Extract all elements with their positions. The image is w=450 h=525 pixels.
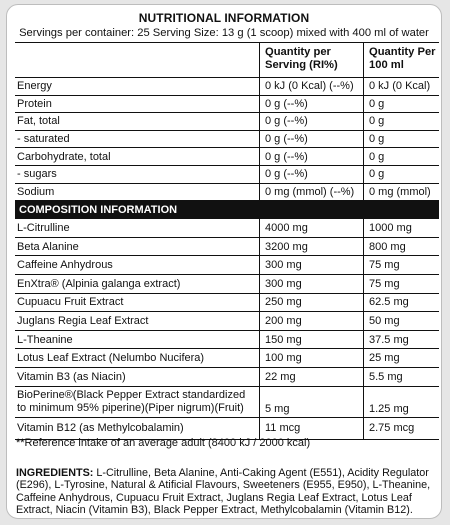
- table-row: [15, 275, 439, 294]
- composition-header: COMPOSITION INFORMATION: [15, 201, 439, 219]
- ingredient-per100: 75 mg: [369, 259, 400, 272]
- ingredient-per100: 50 mg: [369, 314, 400, 327]
- ingredient-name: Beta Alanine: [17, 240, 79, 253]
- ingredient-name: Vitamin B3 (as Niacin): [17, 370, 126, 383]
- ingredient-per100: 5.5 mg: [369, 370, 403, 383]
- nutrient-per100: 0 mg (mmol): [369, 185, 431, 198]
- ingredient-name: Cupuacu Fruit Extract: [17, 296, 124, 309]
- label-title: NUTRITIONAL INFORMATION: [138, 11, 310, 25]
- nutrient-serving: 0 g (--%): [265, 115, 308, 128]
- table-row: [15, 331, 439, 350]
- ingredient-per100: 2.75 mcg: [369, 422, 415, 434]
- nutrient-serving: 0 mg (mmol) (--%): [265, 185, 355, 198]
- table-row: [15, 78, 439, 96]
- nutrition-label: [6, 4, 442, 519]
- ingredient-serving: 5 mg: [265, 402, 290, 415]
- ingredient-serving: 200 mg: [265, 314, 302, 327]
- ingredient-serving: 4000 mg: [265, 221, 308, 234]
- table-row-bioperine: [15, 387, 439, 418]
- nutrient-serving: 0 g (--%): [265, 150, 308, 163]
- nutrient-name: Sodium: [17, 185, 55, 198]
- ingredient-name: L-Citrulline: [17, 221, 70, 234]
- servings-info: Servings per container: 25 Serving Size: 13 g (1 scoop) mixed with 400 ml of water: [19, 27, 429, 39]
- ingredient-per100: 25 mg: [369, 352, 400, 365]
- ingredient-serving: 11 mcg: [265, 422, 301, 434]
- nutrient-per100: 0 kJ (0 Kcal): [369, 80, 431, 93]
- table-row: [15, 349, 439, 368]
- reference-note: **Reference intake of an average adult (8400 kJ / 2000 kcal): [16, 437, 311, 449]
- nutrient-name: Protein: [17, 97, 52, 110]
- ingredient-serving: 3200 mg: [265, 240, 308, 253]
- header-per100: Quantity Per 100 ml: [369, 46, 436, 71]
- table-row: [15, 131, 439, 149]
- ingredients-text: L-Citrulline, Beta Alanine, Anti-Caking Agent (E551), Acidity Regulator (E296), L-Tyrosine, Natural & Atificial Flavours, Sweeteners (E955, E950), L-Theanine, Caffeine Anhydrous, Cupuacu Fruit Extract, Juglans Regia Leaf Extract, Lotus Leaf Extract, Niacin (Vitamin B3), Black Pepper Extract, Methylcobalamin (Vitamin B12).: [16, 467, 431, 517]
- nutrient-name: Fat, total: [17, 115, 60, 128]
- table-row: [15, 368, 439, 387]
- ingredient-name: Caffeine Anhydrous: [17, 259, 113, 272]
- ingredient-name: Vitamin B12 (as Methylcobalamin): [17, 422, 184, 434]
- nutrient-name: - saturated: [17, 133, 70, 146]
- nutrient-serving: 0 g (--%): [265, 97, 308, 110]
- nutrient-name: Carbohydrate, total: [17, 150, 111, 163]
- nutrient-serving: 0 g (--%): [265, 133, 308, 146]
- table-row: [15, 166, 439, 184]
- ingredient-serving: 100 mg: [265, 352, 302, 365]
- table-row: [15, 294, 439, 313]
- table-header: [15, 43, 439, 78]
- header-serving: Quantity per Serving (RI%): [265, 46, 338, 71]
- nutrient-per100: 0 g: [369, 133, 385, 146]
- ingredient-name: Juglans Regia Leaf Extract: [17, 314, 149, 327]
- table-row: [15, 312, 439, 331]
- nutrient-serving: 0 g (--%): [265, 168, 308, 181]
- ingredient-name: EnXtra® (Alpinia galanga extract): [17, 277, 181, 290]
- nutrient-per100: 0 g: [369, 168, 385, 181]
- ingredient-name: L-Theanine: [17, 333, 73, 346]
- ingredient-name: [15, 389, 259, 415]
- nutrition-table: [15, 42, 439, 440]
- table-row: [15, 256, 439, 275]
- bioperine-line-1: BioPerine®(Black Pepper Extract standardized: [17, 388, 246, 401]
- nutrient-per100: 0 g: [369, 97, 385, 110]
- nutrient-name: - sugars: [17, 168, 57, 181]
- ingredient-serving: 150 mg: [265, 333, 302, 346]
- ingredient-serving: 22 mg: [265, 370, 296, 383]
- ingredient-per100: 37.5 mg: [369, 333, 409, 346]
- ingredients-paragraph: [16, 467, 438, 517]
- table-row: [15, 113, 439, 131]
- ingredient-per100: 1000 mg: [369, 221, 412, 234]
- nutrient-name: Energy: [17, 80, 52, 93]
- nutrient-per100: 0 g: [369, 150, 385, 163]
- nutrient-serving: 0 kJ (0 Kcal) (--%): [265, 80, 354, 93]
- table-row: [15, 219, 439, 238]
- ingredient-per100: 62.5 mg: [369, 296, 409, 309]
- ingredient-per100: 800 mg: [369, 240, 406, 253]
- table-row: [15, 238, 439, 257]
- ingredients-label: INGREDIENTS:: [16, 467, 94, 479]
- table-row: [15, 148, 439, 166]
- table-row: [15, 184, 439, 202]
- ingredient-serving: 300 mg: [265, 259, 302, 272]
- ingredient-per100: 75 mg: [369, 277, 400, 290]
- nutrient-per100: 0 g: [369, 115, 385, 128]
- ingredient-per100: 1.25 mg: [369, 402, 409, 415]
- ingredient-name: Lotus Leaf Extract (Nelumbo Nucifera): [17, 352, 205, 365]
- bioperine-line-2: to minimum 95% piperine)(Piper nigrum)(Fruit): [17, 401, 244, 414]
- ingredient-serving: 250 mg: [265, 296, 302, 309]
- ingredient-serving: 300 mg: [265, 277, 302, 290]
- table-row: [15, 96, 439, 114]
